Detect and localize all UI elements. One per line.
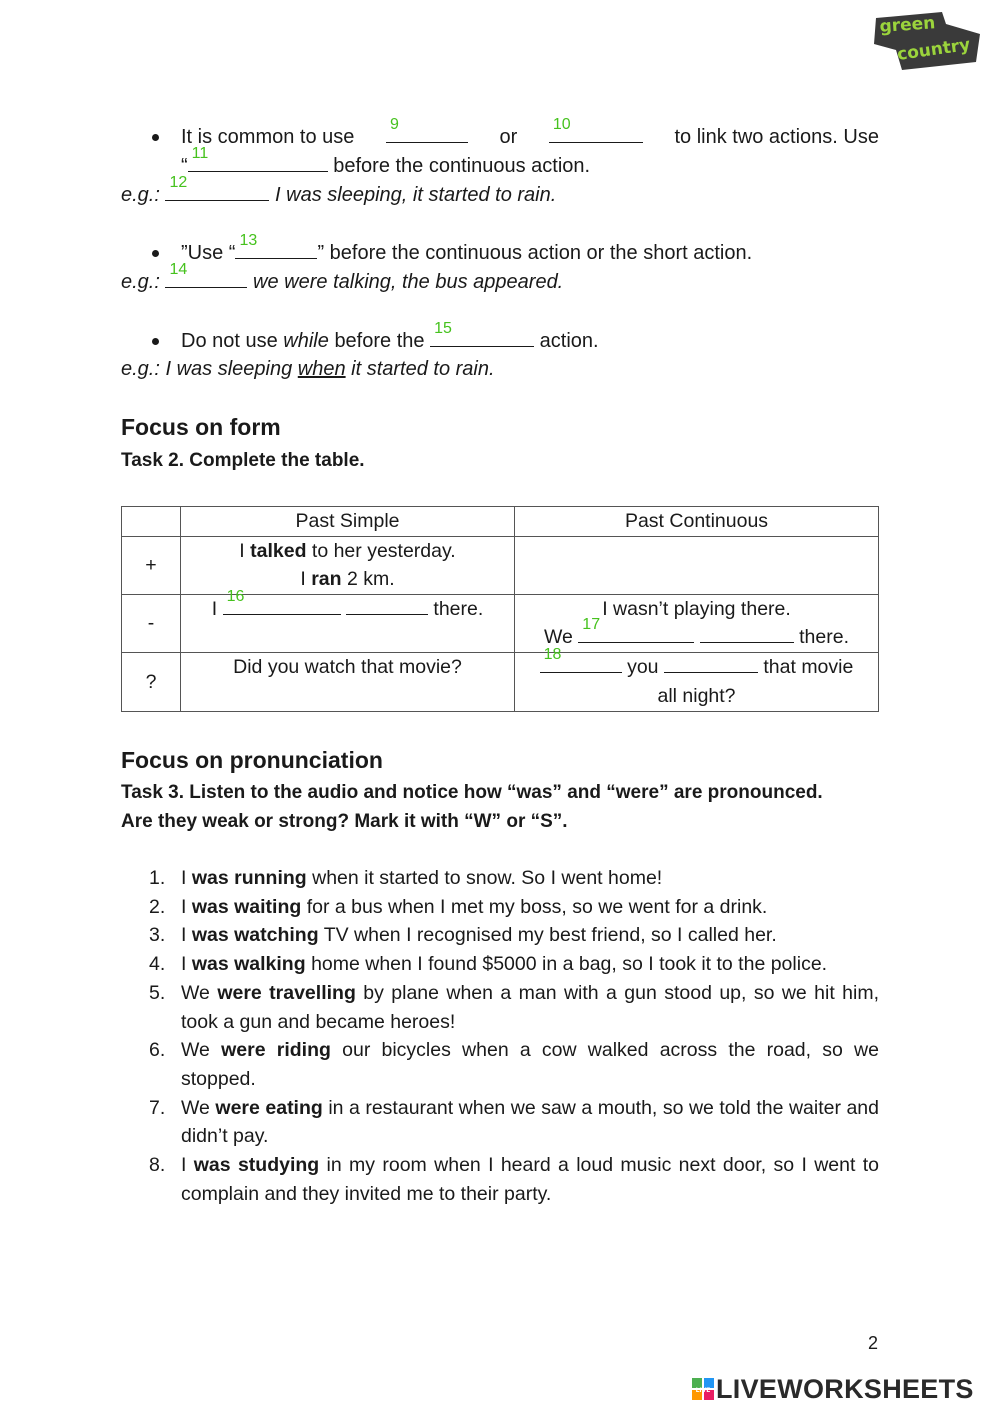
table-header-row bbox=[122, 507, 879, 537]
green-country-logo bbox=[872, 10, 984, 72]
blank-16[interactable]: 16 bbox=[223, 595, 341, 615]
blank-17b[interactable] bbox=[700, 623, 794, 643]
example-2: e.g.: 14 we were talking, the bus appeared. bbox=[121, 261, 564, 293]
list-item[interactable]: 8. I was studying in my room when I heard a loud music next door, so I went to complain and they invited me to their party. bbox=[149, 1154, 880, 1205]
page-number: 2 bbox=[868, 1333, 879, 1353]
icon-letters: LIVE bbox=[695, 1387, 711, 1394]
bullet-icon bbox=[152, 134, 159, 141]
col-past-continuous: Past Continuous bbox=[515, 507, 879, 537]
sentence-list bbox=[121, 864, 879, 1208]
list-item[interactable]: 1. I was running when it started to snow. So I went home! bbox=[149, 867, 663, 889]
task-3-line1: Task 3. Listen to the audio and notice how “was” and “were” are pronounced. bbox=[121, 782, 823, 803]
task-2-title: Task 2. Complete the table. bbox=[121, 450, 365, 471]
logo-line1: green bbox=[878, 13, 936, 37]
list-item[interactable]: 4. I was walking home when I found $5000 in a bag, so I took it to the police. bbox=[149, 953, 828, 976]
list-item[interactable]: 3. I was watching TV when I recognised my best friend, so I called her. bbox=[149, 924, 777, 947]
liveworksheets-logo: LIVEWORKSHEETS bbox=[716, 1374, 974, 1404]
pron-heading: Focus on pronunciation bbox=[121, 747, 383, 773]
example-1: e.g.: 12 I was sleeping, it started to rain. bbox=[121, 174, 557, 206]
list-item[interactable]: 2. I was waiting for a bus when I met my boss, so we went for a drink. bbox=[149, 895, 768, 918]
liveworksheets-icon bbox=[692, 1378, 714, 1400]
form-heading: Focus on form bbox=[121, 414, 281, 440]
blank-15[interactable]: 15 bbox=[430, 327, 534, 347]
blank-12[interactable]: 12 bbox=[165, 181, 269, 201]
list-item[interactable]: 5. We were travelling by plane when a man with a gun stood up, so we hit him, took a gun and became heroes! bbox=[149, 981, 879, 1033]
logo-line2: country bbox=[895, 34, 972, 65]
table-row-positive: + I talked to her yesterday. I ran 2 km. bbox=[122, 536, 879, 594]
blank-18[interactable]: 18 bbox=[540, 653, 622, 673]
blank-10[interactable]: 10 bbox=[549, 123, 643, 143]
blank-18b[interactable] bbox=[664, 653, 758, 673]
tense-table bbox=[121, 506, 879, 712]
table-row-negative: - I 16 there. I wasn’t playing there. We 17 there. bbox=[122, 594, 879, 653]
blank-14[interactable]: 14 bbox=[165, 268, 247, 288]
blank-9[interactable]: 9 bbox=[386, 123, 468, 143]
list-item[interactable]: 7. We were eating in a restaurant when we saw a mouth, so we told the waiter and didn’t pay. bbox=[149, 1096, 879, 1148]
answer-cell-positive[interactable] bbox=[515, 536, 879, 594]
example-3: e.g.: I was sleeping when it started to rain. bbox=[121, 358, 495, 380]
task-3-line2: Are they weak or strong? Mark it with “W” or “S”. bbox=[121, 811, 568, 832]
bullet-icon bbox=[152, 338, 159, 345]
col-past-simple: Past Simple bbox=[181, 507, 515, 537]
table-row-question: ? Did you watch that movie? 18 you that movie all night? bbox=[122, 653, 879, 712]
list-item[interactable]: 6. We were riding our bicycles when a cow walked across the road, so we stopped. bbox=[149, 1039, 879, 1090]
blank-17[interactable]: 17 bbox=[578, 623, 694, 643]
blank-13[interactable]: 13 bbox=[235, 239, 317, 259]
bullet-icon bbox=[152, 250, 159, 257]
blank-11[interactable]: 11 bbox=[188, 152, 328, 172]
blank-16b[interactable] bbox=[346, 595, 428, 615]
